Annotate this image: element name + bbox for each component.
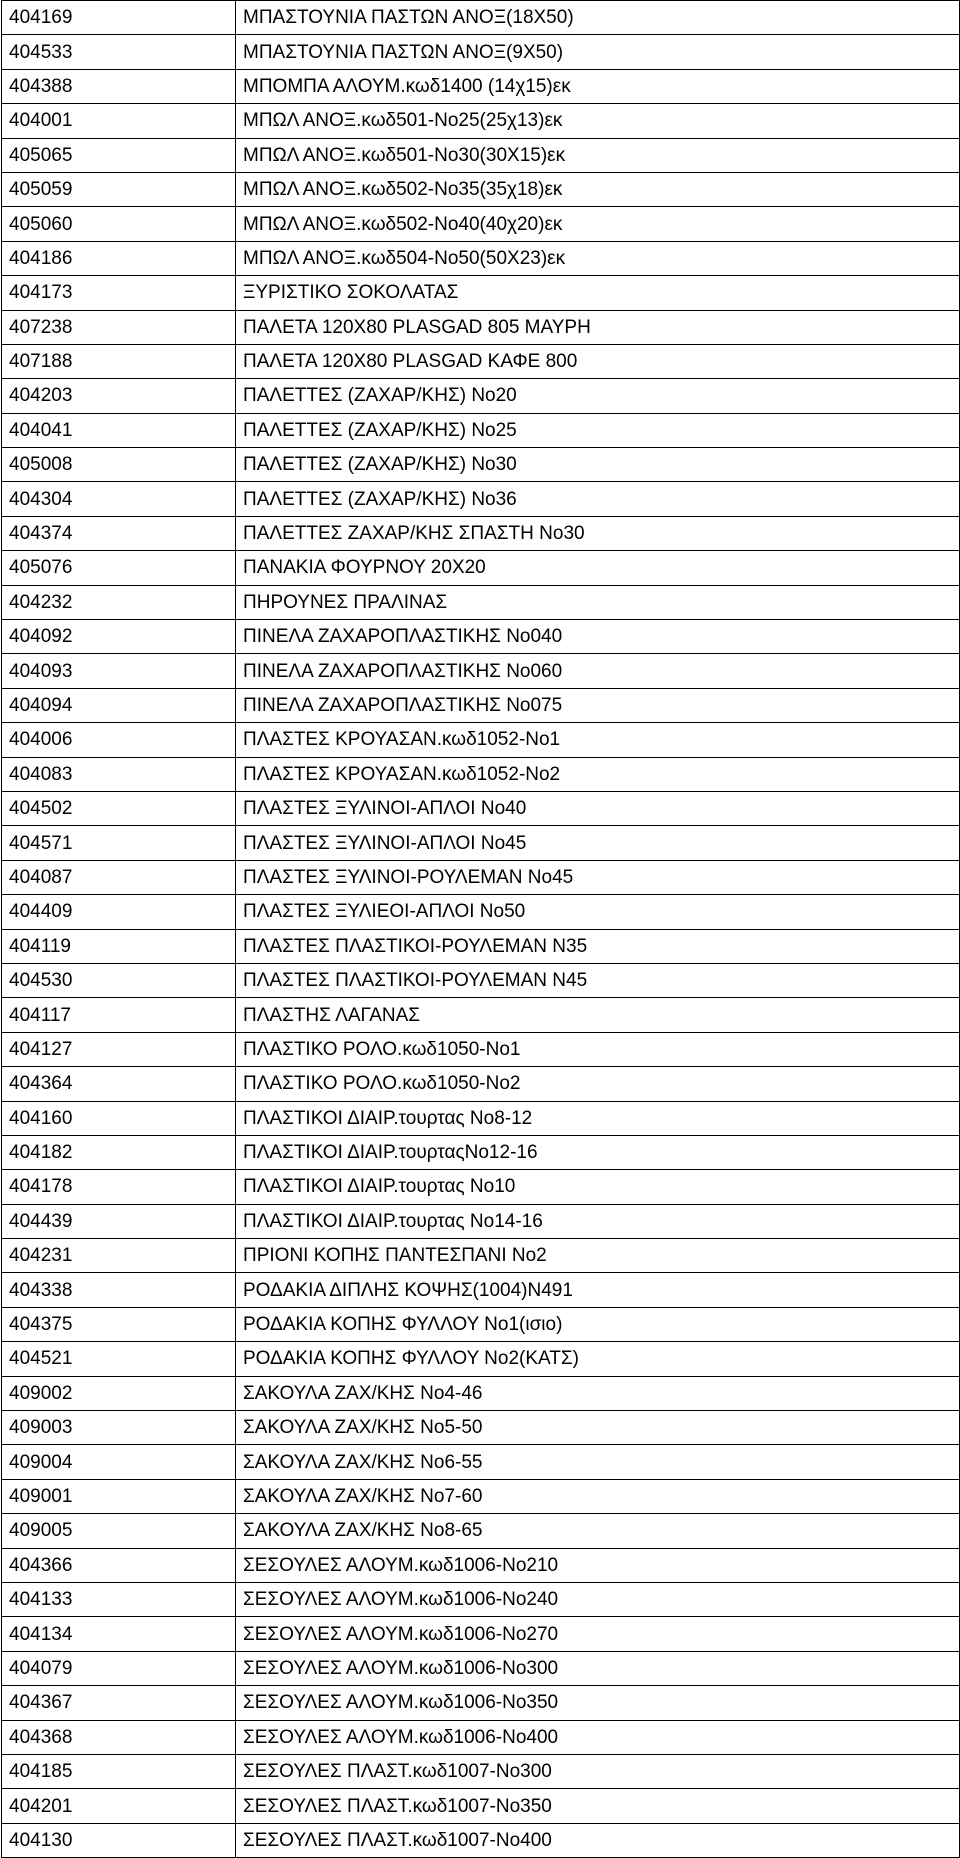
- product-description-cell: ΜΠΟΜΠΑ ΑΛΟΥΜ.κωδ1400 (14χ15)εκ: [236, 69, 960, 103]
- product-description-cell: ΠΛΑΣΤΙΚΟΙ ΔΙΑΙΡ.τουρταςΝο12-16: [236, 1135, 960, 1169]
- product-code-cell: 404083: [2, 757, 236, 791]
- product-code-cell: 404366: [2, 1548, 236, 1582]
- table-row: [2, 688, 960, 722]
- product-code-cell: 407188: [2, 344, 236, 378]
- product-description-cell: ΣΕΣΟΥΛΕΣ ΑΛΟΥΜ.κωδ1006-Νο350: [236, 1686, 960, 1720]
- table-row: [2, 1376, 960, 1410]
- table-row: [2, 448, 960, 482]
- product-code-cell: 404374: [2, 516, 236, 550]
- product-code-cell: 409002: [2, 1376, 236, 1410]
- table-row: [2, 1445, 960, 1479]
- table-row: [2, 585, 960, 619]
- product-description-cell: ΠΛΑΣΤΕΣ ΞΥΛΙΝΟΙ-ΡΟΥΛΕΜΑΝ Νο45: [236, 860, 960, 894]
- product-code-cell: 404178: [2, 1170, 236, 1204]
- table-row: [2, 1067, 960, 1101]
- table-row: [2, 1754, 960, 1788]
- table-row: [2, 757, 960, 791]
- product-code-cell: 409004: [2, 1445, 236, 1479]
- product-code-cell: 405008: [2, 448, 236, 482]
- product-description-cell: ΣΕΣΟΥΛΕΣ ΠΛΑΣΤ.κωδ1007-Νο350: [236, 1789, 960, 1823]
- table-row: [2, 1548, 960, 1582]
- product-description-cell: ΜΠΩΛ ΑΝΟΞ.κωδ501-Νο25(25χ13)εκ: [236, 104, 960, 138]
- table-row: [2, 1823, 960, 1857]
- table-row: [2, 1720, 960, 1754]
- product-code-cell: 404502: [2, 791, 236, 825]
- product-description-cell: ΠΛΑΣΤΕΣ ΚΡΟΥΑΣΑΝ.κωδ1052-Νο1: [236, 723, 960, 757]
- product-code-cell: 404521: [2, 1342, 236, 1376]
- product-code-cell: 404185: [2, 1754, 236, 1788]
- table-row: [2, 860, 960, 894]
- table-row: [2, 276, 960, 310]
- product-description-cell: ΜΠΩΛ ΑΝΟΞ.κωδ501-Νο30(30Χ15)εκ: [236, 138, 960, 172]
- product-description-cell: ΜΠΩΛ ΑΝΟΞ.κωδ504-Νο50(50Χ23)εκ: [236, 241, 960, 275]
- product-description-cell: ΣΕΣΟΥΛΕΣ ΠΛΑΣΤ.κωδ1007-Νο300: [236, 1754, 960, 1788]
- table-row: [2, 104, 960, 138]
- product-code-cell: 405065: [2, 138, 236, 172]
- product-description-cell: ΠΡΙΟΝΙ ΚΟΠΗΣ ΠΑΝΤΕΣΠΑΝΙ Νο2: [236, 1239, 960, 1273]
- table-row: [2, 895, 960, 929]
- product-code-cell: 405059: [2, 172, 236, 206]
- product-description-cell: ΡΟΔΑΚΙΑ ΔΙΠΛΗΣ ΚΟΨΗΣ(1004)Ν491: [236, 1273, 960, 1307]
- table-row: [2, 1342, 960, 1376]
- product-description-cell: ΠΙΝΕΛΑ ΖΑΧΑΡΟΠΛΑΣΤΙΚΗΣ Νο075: [236, 688, 960, 722]
- product-description-cell: ΠΛΑΣΤΕΣ ΞΥΛΙΝΟΙ-ΑΠΛΟΙ Νο45: [236, 826, 960, 860]
- product-description-cell: ΣΕΣΟΥΛΕΣ ΑΛΟΥΜ.κωδ1006-Νο240: [236, 1582, 960, 1616]
- product-code-cell: 405076: [2, 551, 236, 585]
- product-description-cell: ΞΥΡΙΣΤΙΚΟ ΣΟΚΟΛΑΤΑΣ: [236, 276, 960, 310]
- table-row: [2, 1651, 960, 1685]
- table-row: [2, 998, 960, 1032]
- table-row: [2, 1273, 960, 1307]
- product-description-cell: ΣΕΣΟΥΛΕΣ ΑΛΟΥΜ.κωδ1006-Νο400: [236, 1720, 960, 1754]
- product-code-cell: 404173: [2, 276, 236, 310]
- table-row: [2, 172, 960, 206]
- product-description-cell: ΠΙΝΕΛΑ ΖΑΧΑΡΟΠΛΑΣΤΙΚΗΣ Νο060: [236, 654, 960, 688]
- table-row: [2, 344, 960, 378]
- product-code-cell: 404117: [2, 998, 236, 1032]
- product-code-cell: 404169: [2, 1, 236, 35]
- product-description-cell: ΜΠΩΛ ΑΝΟΞ.κωδ502-Νο35(35χ18)εκ: [236, 172, 960, 206]
- product-description-cell: ΠΛΑΣΤΙΚΟΙ ΔΙΑΙΡ.τουρτας Νο10: [236, 1170, 960, 1204]
- product-code-cell: 404006: [2, 723, 236, 757]
- product-code-cell: 404338: [2, 1273, 236, 1307]
- product-description-cell: ΜΠΑΣΤΟΥΝΙΑ ΠΑΣΤΩΝ ΑΝΟΞ(18Χ50): [236, 1, 960, 35]
- product-description-cell: ΡΟΔΑΚΙΑ ΚΟΠΗΣ ΦΥΛΛΟΥ Νο2(ΚΑΤΣ): [236, 1342, 960, 1376]
- product-description-cell: ΣΑΚΟΥΛΑ ΖΑΧ/ΚΗΣ Νο5-50: [236, 1411, 960, 1445]
- product-code-cell: 404367: [2, 1686, 236, 1720]
- product-description-cell: ΠΑΛΕΤΤΕΣ (ΖΑΧΑΡ/ΚΗΣ) Νο36: [236, 482, 960, 516]
- product-description-cell: ΠΑΛΕΤΑ 120Χ80 PLASGAD ΚΑΦΕ 800: [236, 344, 960, 378]
- product-description-cell: ΠΑΝΑΚΙΑ ΦΟΥΡΝΟΥ 20Χ20: [236, 551, 960, 585]
- product-description-cell: ΣΑΚΟΥΛΑ ΖΑΧ/ΚΗΣ Νο6-55: [236, 1445, 960, 1479]
- product-description-cell: ΠΛΑΣΤΕΣ ΞΥΛΙΕΟΙ-ΑΠΛΟΙ Νο50: [236, 895, 960, 929]
- table-row: [2, 1, 960, 35]
- table-row: [2, 654, 960, 688]
- product-code-cell: 404375: [2, 1307, 236, 1341]
- product-code-cell: 409005: [2, 1514, 236, 1548]
- product-description-cell: ΣΕΣΟΥΛΕΣ ΑΛΟΥΜ.κωδ1006-Νο270: [236, 1617, 960, 1651]
- product-description-cell: ΠΑΛΕΤΤΕΣ (ΖΑΧΑΡ/ΚΗΣ) Νο25: [236, 413, 960, 447]
- table-row: [2, 207, 960, 241]
- table-row: [2, 1204, 960, 1238]
- table-row: [2, 620, 960, 654]
- table-row: [2, 1582, 960, 1616]
- product-code-cell: 409001: [2, 1479, 236, 1513]
- product-code-cell: 404232: [2, 585, 236, 619]
- table-row: [2, 482, 960, 516]
- product-description-cell: ΠΑΛΕΤΤΕΣ (ΖΑΧΑΡ/ΚΗΣ) Νο20: [236, 379, 960, 413]
- table-row: [2, 1686, 960, 1720]
- product-description-cell: ΠΛΑΣΤΕΣ ΞΥΛΙΝΟΙ-ΑΠΛΟΙ Νο40: [236, 791, 960, 825]
- table-row: [2, 1135, 960, 1169]
- table-row: [2, 723, 960, 757]
- table-row: [2, 826, 960, 860]
- product-description-cell: ΠΛΑΣΤΙΚΟΙ ΔΙΑΙΡ.τουρτας Νο8-12: [236, 1101, 960, 1135]
- product-code-cell: 404533: [2, 35, 236, 69]
- table-row: [2, 963, 960, 997]
- table-row: [2, 516, 960, 550]
- product-description-cell: ΣΕΣΟΥΛΕΣ ΠΛΑΣΤ.κωδ1007-Νο400: [236, 1823, 960, 1857]
- table-row: [2, 791, 960, 825]
- table-row: [2, 379, 960, 413]
- product-description-cell: ΠΗΡΟΥΝΕΣ ΠΡΑΛΙΝΑΣ: [236, 585, 960, 619]
- product-description-cell: ΠΑΛΕΤΤΕΣ ΖΑΧΑΡ/ΚΗΣ ΣΠΑΣΤΗ Νο30: [236, 516, 960, 550]
- table-row: [2, 1617, 960, 1651]
- table-row: [2, 1032, 960, 1066]
- table-row: [2, 310, 960, 344]
- product-code-cell: 404130: [2, 1823, 236, 1857]
- product-description-cell: ΣΑΚΟΥΛΑ ΖΑΧ/ΚΗΣ Νο8-65: [236, 1514, 960, 1548]
- table-row: [2, 1411, 960, 1445]
- product-code-cell: 404001: [2, 104, 236, 138]
- product-description-cell: ΠΛΑΣΤΕΣ ΠΛΑΣΤΙΚΟΙ-ΡΟΥΛΕΜΑΝ Ν45: [236, 963, 960, 997]
- product-description-cell: ΠΛΑΣΤΕΣ ΚΡΟΥΑΣΑΝ.κωδ1052-Νο2: [236, 757, 960, 791]
- product-table-body: [2, 1, 960, 1858]
- product-code-cell: 404571: [2, 826, 236, 860]
- product-description-cell: ΜΠΑΣΤΟΥΝΙΑ ΠΑΣΤΩΝ ΑΝΟΞ(9Χ50): [236, 35, 960, 69]
- product-code-cell: 409003: [2, 1411, 236, 1445]
- product-description-cell: ΣΑΚΟΥΛΑ ΖΑΧ/ΚΗΣ Νο7-60: [236, 1479, 960, 1513]
- product-code-cell: 407238: [2, 310, 236, 344]
- product-code-cell: 404203: [2, 379, 236, 413]
- table-row: [2, 1514, 960, 1548]
- product-code-cell: 404119: [2, 929, 236, 963]
- product-description-cell: ΠΛΑΣΤΗΣ ΛΑΓΑΝΑΣ: [236, 998, 960, 1032]
- product-description-cell: ΣΕΣΟΥΛΕΣ ΑΛΟΥΜ.κωδ1006-Νο210: [236, 1548, 960, 1582]
- table-row: [2, 1479, 960, 1513]
- product-code-cell: 404186: [2, 241, 236, 275]
- table-row: [2, 138, 960, 172]
- product-description-cell: ΠΛΑΣΤΙΚΟ ΡΟΛΟ.κωδ1050-Νο1: [236, 1032, 960, 1066]
- product-code-cell: 404388: [2, 69, 236, 103]
- table-row: [2, 241, 960, 275]
- product-description-cell: ΠΛΑΣΤΙΚΟ ΡΟΛΟ.κωδ1050-Νο2: [236, 1067, 960, 1101]
- product-code-cell: 404134: [2, 1617, 236, 1651]
- table-row: [2, 69, 960, 103]
- product-code-cell: 405060: [2, 207, 236, 241]
- table-row: [2, 929, 960, 963]
- table-row: [2, 1170, 960, 1204]
- table-row: [2, 1307, 960, 1341]
- product-description-cell: ΜΠΩΛ ΑΝΟΞ.κωδ502-Νο40(40χ20)εκ: [236, 207, 960, 241]
- product-code-cell: 404160: [2, 1101, 236, 1135]
- product-code-cell: 404364: [2, 1067, 236, 1101]
- product-code-cell: 404530: [2, 963, 236, 997]
- product-code-cell: 404041: [2, 413, 236, 447]
- product-description-cell: ΣΑΚΟΥΛΑ ΖΑΧ/ΚΗΣ Νο4-46: [236, 1376, 960, 1410]
- product-code-cell: 404304: [2, 482, 236, 516]
- table-row: [2, 1239, 960, 1273]
- product-code-cell: 404079: [2, 1651, 236, 1685]
- product-description-cell: ΠΑΛΕΤΤΕΣ (ΖΑΧΑΡ/ΚΗΣ) Νο30: [236, 448, 960, 482]
- product-code-cell: 404133: [2, 1582, 236, 1616]
- product-code-cell: 404231: [2, 1239, 236, 1273]
- product-code-cell: 404182: [2, 1135, 236, 1169]
- table-row: [2, 1101, 960, 1135]
- product-description-cell: ΠΙΝΕΛΑ ΖΑΧΑΡΟΠΛΑΣΤΙΚΗΣ Νο040: [236, 620, 960, 654]
- product-code-cell: 404409: [2, 895, 236, 929]
- product-code-cell: 404201: [2, 1789, 236, 1823]
- product-code-cell: 404087: [2, 860, 236, 894]
- table-row: [2, 551, 960, 585]
- product-table: [1, 0, 960, 1858]
- product-description-cell: ΠΛΑΣΤΙΚΟΙ ΔΙΑΙΡ.τουρτας Νο14-16: [236, 1204, 960, 1238]
- product-code-cell: 404092: [2, 620, 236, 654]
- product-description-cell: ΠΛΑΣΤΕΣ ΠΛΑΣΤΙΚΟΙ-ΡΟΥΛΕΜΑΝ Ν35: [236, 929, 960, 963]
- product-description-cell: ΠΑΛΕΤΑ 120Χ80 PLASGAD 805 ΜΑΥΡΗ: [236, 310, 960, 344]
- product-code-cell: 404093: [2, 654, 236, 688]
- table-row: [2, 35, 960, 69]
- table-row: [2, 413, 960, 447]
- product-code-cell: 404439: [2, 1204, 236, 1238]
- product-description-cell: ΣΕΣΟΥΛΕΣ ΑΛΟΥΜ.κωδ1006-Νο300: [236, 1651, 960, 1685]
- product-code-cell: 404127: [2, 1032, 236, 1066]
- product-description-cell: ΡΟΔΑΚΙΑ ΚΟΠΗΣ ΦΥΛΛΟΥ Νο1(ισιο): [236, 1307, 960, 1341]
- table-row: [2, 1789, 960, 1823]
- product-code-cell: 404094: [2, 688, 236, 722]
- product-code-cell: 404368: [2, 1720, 236, 1754]
